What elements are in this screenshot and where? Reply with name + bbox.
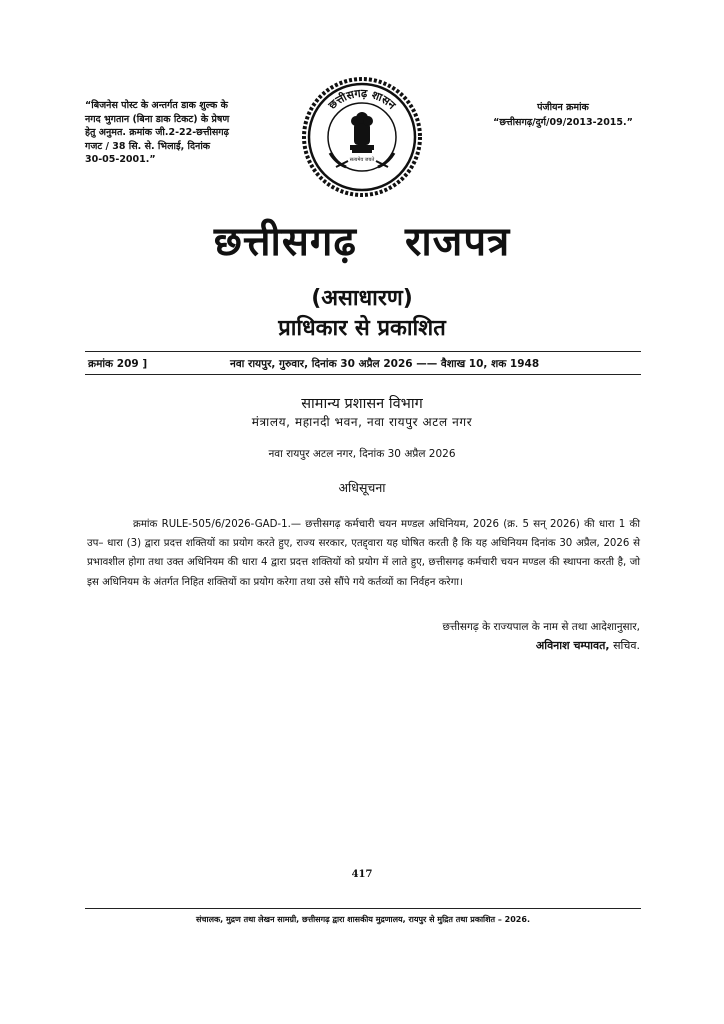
notification-body: क्रमांक RULE-505/6/2026-GAD-1.— छत्तीसगढ़ कर्मचारी चयन मण्डल अधिनियम, 2026 (क्र. 5 सन् 2026) की धारा 1 की उप– धारा (3) द्वारा प्रदत्त शक्तियों का प्रयोग करते हुए, राज्य सरकार, एतद्द्वारा यह घोषित करती है कि यह अधिनियम दिनांक 30 अप्रैल, 2026 से प्रभावशील होगा तथा उक्त अधिनियम की धारा 4 द्वारा प्रदत्त शक्तियों को प्रयोग में लाते हुए, छत्तीसगढ़ कर्मचारी चयन मण्डल की स्थापना करती है, जो इस अधिनियम के अंतर्गत निहित शक्तियों का प्रयोग करेगा तथा उसे सौंपे गये कर्तव्यों का निर्वहन करेगा। [87,519,640,588]
signer-name: अविनाश चम्पावत, [535,639,610,652]
postal-notice [85,99,255,167]
department-address: मंत्रालय, महानदी भवन, नवा रायपुर अटल नगर [251,415,473,429]
department-name: सामान्य प्रशासन विभाग [301,396,423,412]
page-number: 417 [351,869,373,880]
printer-footer: संचालक, मुद्रण तथा लेखन सामग्री, छत्तीसगढ़ द्वारा शासकीय मुद्रणालय, रायपुर से मुद्रित तथा प्रकाशित – 2026. [196,915,530,924]
signer-block [360,638,640,653]
seal-motto: सत्यमेव जयते [349,157,375,163]
issue-top-rule [85,351,641,352]
notification-title: अधिसूचना [338,480,386,495]
gazette-title-part2: राजपत्र [404,219,511,265]
postal-notice-line: “बिजनेस पोस्ट के अन्तर्गत डाक शुल्क के [85,100,228,111]
registration-block [478,100,648,130]
issue-number: क्रमांक 209 ] [88,358,148,370]
place-date: नवा रायपुर अटल नगर, दिनांक 30 अप्रैल 2026 [268,448,456,460]
footer-rule [85,908,641,909]
registration-label: पंजीयन क्रमांक [537,102,589,113]
seal-top-text: छत्तीसगढ़ शासन [325,86,399,112]
postal-notice-line: 30-05-2001.” [85,154,156,165]
gazette-title-part1: छत्तीसगढ़ [213,219,357,265]
postal-notice-line: नगद भुगतान (बिना डाक टिकट) के प्रेषण [85,113,230,125]
postal-notice-line: गजट / 38 सि. से. भिलाई, दिनांक [85,140,211,152]
issue-date-line: नवा रायपुर, गुरुवार, दिनांक 30 अप्रैल 2026 —— वैशाख 10, शक 1948 [230,358,540,370]
state-seal-emblem [300,75,425,200]
seal-icon [300,75,425,200]
order-line: छत्तीसगढ़ के राज्यपाल के नाम से तथा आदेशानुसार, [442,621,640,633]
gazette-title [0,212,724,267]
gazette-authority: प्राधिकार से प्रकाशित [278,316,446,341]
issue-bottom-rule [85,374,641,375]
postal-notice-line: हेतु अनुमत. क्रमांक जी.2-22-छत्तीसगढ़ [85,127,229,138]
signer-title: सचिव. [613,639,640,652]
gazette-subtitle: (असाधारण) [311,286,413,311]
registration-number: “छत्तीसगढ़/दुर्ग/09/2013-2015.” [493,117,633,128]
